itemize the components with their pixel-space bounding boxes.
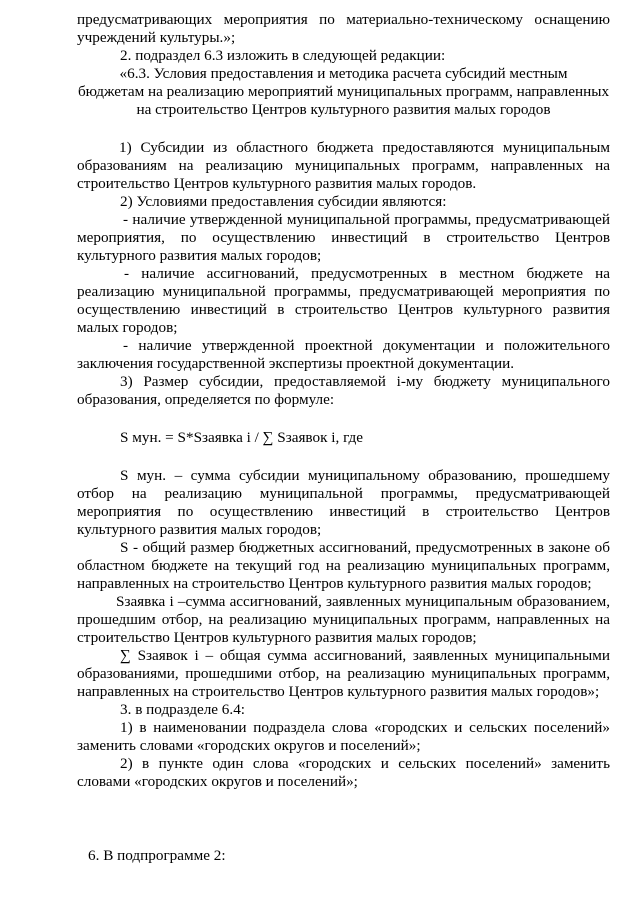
section-heading: бюджетам на реализацию мероприятий муниципальных программ, направленных <box>77 83 610 100</box>
text-line: областном бюджете на текущий год на реализацию муниципальных программ, <box>77 557 610 574</box>
text-line: направленных на строительство Центров культурного развития малых городов; <box>77 575 592 592</box>
text-line: реализацию муниципальной программы, предусматривающей мероприятия по <box>77 283 610 300</box>
text-line: отбор на реализацию муниципальной программы, предусматривающей <box>77 485 610 502</box>
text-line: 3. в подразделе 6.4: <box>120 701 246 718</box>
list-item: - наличие ассигнований, предусмотренных в местном бюджете на <box>124 265 610 282</box>
text-line: образованиям на реализацию муниципальных программ, направленных на <box>77 157 610 174</box>
list-item: - наличие утвержденной муниципальной программы, предусматривающей <box>123 211 610 228</box>
text-line: заключения государственной экспертизы проектной документации. <box>77 355 515 372</box>
text-line: образованиями, прошедшими отбор, на реализацию муниципальных программ, <box>77 665 610 682</box>
text-line: культурного развития малых городов; <box>77 521 322 538</box>
text-line: культурного развития малых городов; <box>77 247 322 264</box>
text-line: предусматривающих мероприятия по материально-техническому оснащению <box>77 11 610 28</box>
text-line: малых городов; <box>77 319 178 336</box>
text-line: строительство Центров культурного развития малых городов; <box>77 629 477 646</box>
text-line: 1) в наименовании подраздела слова «городских и сельских поселений» <box>120 719 610 736</box>
text-line: Sзаявка i –сумма ассигнований, заявленных муниципальным образованием, <box>116 593 610 610</box>
section-heading: на строительство Центров культурного развития малых городов <box>136 101 551 118</box>
text-line: 2) Условиями предоставления субсидии являются: <box>120 193 447 210</box>
text-line: 2) в пункте один слова «городских и сельских поселений» заменить <box>120 755 610 772</box>
text-line: словами «городских округов и поселений»; <box>77 773 358 790</box>
section-heading: 6. В подпрограмме 2: <box>88 847 226 864</box>
text-line: строительство Центров культурного развития малых городов. <box>77 175 477 192</box>
text-line: S мун. – сумма субсидии муниципальному образованию, прошедшему <box>120 467 610 484</box>
formula: S мун. = S*Sзаявка i / ∑ Sзаявок i, где <box>120 429 364 446</box>
text-line: образования, определяется по формуле: <box>77 391 335 408</box>
text-line: S - общий размер бюджетных ассигнований, предусмотренных в законе об <box>120 539 610 556</box>
text-line: 2. подраздел 6.3 изложить в следующей редакции: <box>120 47 446 64</box>
text-line: мероприятия, по осуществлению инвестиций в строительство Центров <box>77 229 610 246</box>
text-line: 1) Субсидии из областного бюджета предоставляются муниципальным <box>119 139 610 156</box>
section-heading: «6.3. Условия предоставления и методика расчета субсидий местным <box>119 65 568 82</box>
text-line: заменить словами «городских округов и поселений»; <box>77 737 421 754</box>
text-line: учреждений культуры.»; <box>77 29 236 46</box>
text-line: направленных на строительство Центров культурного развития малых городов»; <box>77 683 600 700</box>
text-line: ∑ Sзаявок i – общая сумма ассигнований, заявленных муниципальными <box>120 647 610 664</box>
text-line: 3) Размер субсидии, предоставляемой i-му бюджету муниципального <box>120 373 610 390</box>
text-line: осуществлению инвестиций в строительство Центров культурного развития <box>77 301 610 318</box>
text-line: прошедшим отбор, на реализацию муниципальных программ, направленных на <box>77 611 610 628</box>
list-item: - наличие утвержденной проектной документации и положительного <box>123 337 610 354</box>
text-line: мероприятия по осуществлению инвестиций в строительство Центров <box>77 503 610 520</box>
